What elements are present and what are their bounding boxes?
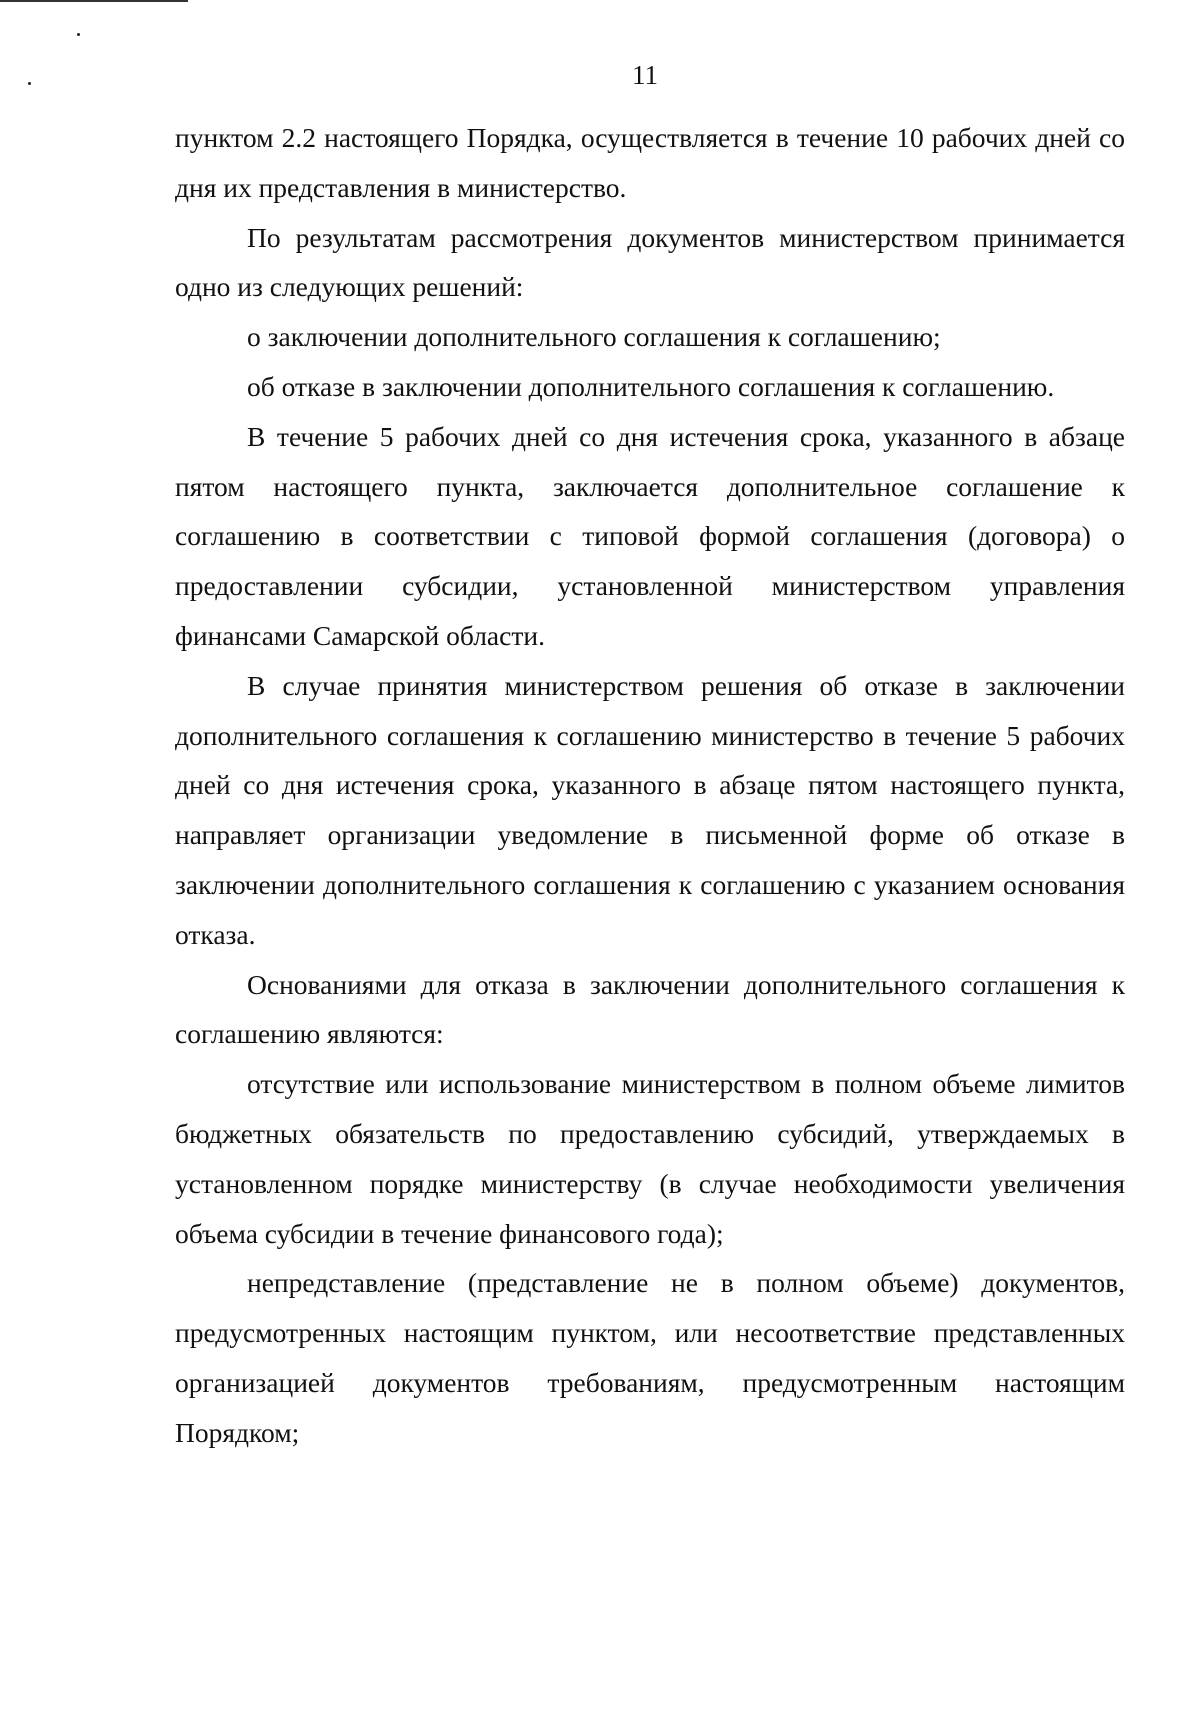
document-body (175, 113, 1125, 1458)
paragraph: Основаниями для отказа в заключении дополнительного соглашения к соглашению являются: (175, 968, 1125, 1050)
paragraph: непредставление (представление не в полном объеме) документов, предусмотренных настоящим пунктом, или несоответствие представленных организацией документов требованиям, предусмотренным настоящим Порядком; (175, 1267, 1125, 1448)
paragraph: пунктом 2.2 настоящего Порядка, осуществляется в течение 10 рабочих дней со дня их представления в министерство. (175, 122, 1125, 203)
paragraph: По результатам рассмотрения документов министерством принимается одно из следующих решений: (175, 221, 1125, 303)
scan-edge-line (0, 0, 188, 2)
paragraph: об отказе в заключении дополнительного соглашения к соглашению. (247, 370, 1055, 402)
paragraph: В течение 5 рабочих дней со дня истечения срока, указанного в абзаце пятом настоящего пункта, заключается дополнительное соглашение к соглашению в соответствии с типовой формой соглашения (договора) о предоставлении субсидии, установленной министерством управления финансами Самарской области. (175, 420, 1125, 651)
paragraph: В случае принятия министерством решения об отказе в заключении дополнительного соглашения к соглашению министерство в течение 5 рабочих дней со дня истечения срока, указанного в абзаце пятом настоящего пункта, направляет организации уведомление в письменной форме об отказе в заключении дополнительного соглашения к соглашению с указанием основания отказа. (175, 669, 1125, 950)
page-number: 11 (632, 60, 658, 90)
paragraph: отсутствие или использование министерством в полном объеме лимитов бюджетных обязательств по предоставлению субсидий, утверждаемых в установленном порядке министерству (в случае необходимости увеличения объема субсидии в течение финансового года); (175, 1068, 1125, 1249)
scan-speck (77, 33, 80, 36)
paragraph: о заключении дополнительного соглашения к соглашению; (247, 321, 941, 353)
